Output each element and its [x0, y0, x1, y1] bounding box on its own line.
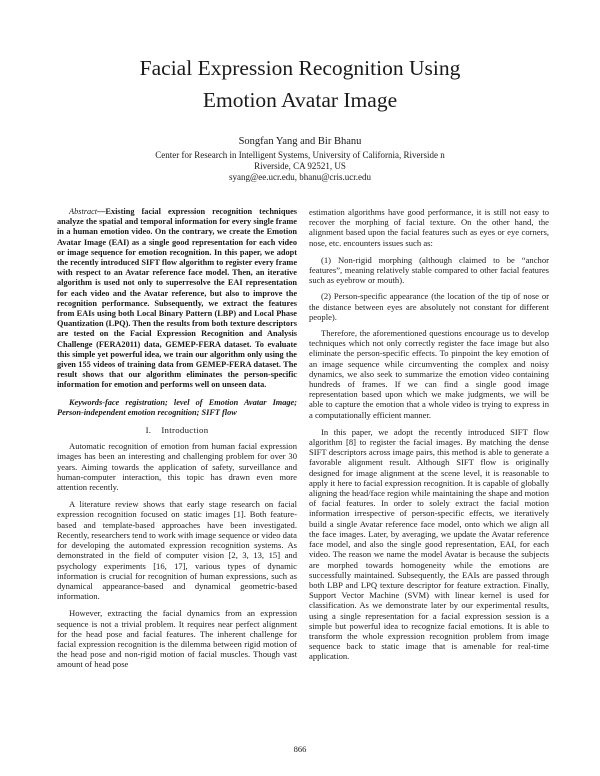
right-column — [309, 207, 549, 669]
affiliation — [0, 150, 600, 183]
paper-title — [0, 52, 600, 116]
affiliation-line-2: Riverside, CA 92521, US — [254, 161, 346, 171]
title-line-1: Facial Expression Recognition Using — [139, 56, 461, 80]
section-title: Introduction — [161, 425, 209, 436]
section-number: I. — [145, 425, 152, 436]
authors: Songfan Yang and Bir Bhanu — [238, 136, 362, 147]
page-number: 866 — [293, 744, 307, 754]
intro-paragraph-1: Automatic recognition of emotion from human facial expression images has been an interesting and challenging problem for over 30 years. Aiming towards the application of safety, surveillance and human-computer interaction, this topic has drawn even more attention recently. — [57, 441, 297, 493]
abstract-text: —Existing facial expression recognition techniques analyze the spatial and temporal information for every single frame in a human emotion video. On the contrary, we create the Emotion Avatar Image (EAI) as a single good representation for each video or image sequence for emotion recognition. In this paper, we adopt the recently introduced SIFT flow algorithm to register every frame with respect to an Avatar reference face model. Then, an iterative algorithm is used not only to superresolve the EAI representation for each video and the Avatar reference, but also to improve the recognition performance. Subsequently, we extract the features from EAIs using both Local Binary Pattern (LBP) and Local Phase Quantization (LPQ). Then the results from both texture descriptors are tested on the Facial Expression Recognition and Analysis Challenge (FERA2011) data, GEMEP-FERA dataset. To evaluate this simple yet powerful idea, we train our algorithm only using the given 155 videos of training data from GEMEP-FERA dataset. The result shows that our algorithm eliminates the person-specific information for emotion and performs well on unseen data. — [57, 207, 297, 390]
abstract-label: Abstract — [69, 207, 98, 216]
right-paragraph-continued: estimation algorithms have good performance, it is still not easy to recover the morphing of facial texture. On the other hand, the alignment based upon the facial features such as eyes or eye corners, nose, etc. encounters issues such as: — [309, 207, 549, 248]
abstract — [57, 207, 297, 391]
title-line-2: Emotion Avatar Image — [202, 88, 398, 112]
intro-paragraph-2: A literature review shows that early stage research on facial expression recognition focused on static images [1]. Both feature-based and template-based approaches have been investigated. Recently, researchers tend to work with image sequence or video data for developing the automated expression recognition systems. As demonstrated in the field of computer vision [2, 3, 13, 15] and psychology experiments [16, 17], various types of dynamic information is crucial for recognition of human expressions, such as dynamical appearance-based and dynamical geometric-based information. — [57, 499, 297, 602]
affiliation-emails: syang@ee.ucr.edu, bhanu@cris.ucr.edu — [228, 172, 372, 182]
keywords-label: Keywords- — [69, 397, 105, 407]
section-heading-introduction — [57, 425, 297, 435]
keywords-text: face registration; level of Emotion Avatar Image; Person-independent emotion recognition; SIFT flow — [57, 397, 297, 417]
issue-item-2: (2) Person-specific appearance (the location of the tip of nose or the distance between eyes are absolutely not constant for different people). — [309, 291, 549, 322]
keywords — [57, 398, 297, 418]
left-column — [57, 207, 297, 677]
right-paragraph-3: In this paper, we adopt the recently introduced SIFT flow algorithm [8] to register the facial images. By matching the dense SIFT descriptors across image pairs, this method is able to generate a favorable alignment result. Although SIFT flow is originally designed for image alignment at the scene level, it is reasonable to apply it here to facial expression recognition. It is capable of globally aligning the head/face region while maintaining the shape and motion of facial features. In order to solely extract the facial motion information irrespective of person-specific effects, we iteratively build a single Avatar reference face model, onto which we align all the face images. Later, by averaging, we update the Avatar reference face model, and also the single good representation, EAI, for each video. The reason we name the model Avatar is because the subjects are morphed towards homogeneity while the emotions are successfully maintained. Subsequently, the EAIs are passed through both LBP and LPQ texture descriptor for feature extraction. Finally, Support Vector Machine (SVM) with linear kernel is used for classification. As we demonstrate later by our experimental results, using a single representation for a facial expression session is a simple but powerful idea to recognize facial emotions. It is able to transform the whole expression recognition problem from image sequence back to static image that is amenable for real-time application. — [309, 426, 549, 662]
affiliation-line-1: Center for Research in Intelligent Systems, University of California, Riverside n — [155, 150, 445, 160]
right-paragraph-2: Therefore, the aforementioned questions encourage us to develop techniques which not only correctly register the face image but also eliminate the person-specific effects. To pinpoint the key emotion of an image sequence while circumventing the complex and noisy dynamics, we also seek to summarize the emotion video containing hundreds of frames. If we can find a single good image representation based upon which we make judgments, we will be able to capture the emotion that a whole video is trying to express in a computationally efficient manner. — [309, 328, 549, 420]
issue-item-1: (1) Non-rigid morphing (although claimed to be “anchor features”, meaning relatively stable compared to other facial features such as eyebrow or mouth). — [309, 254, 549, 286]
intro-paragraph-3: However, extracting the facial dynamics from an expression sequence is not a trivial problem. It requires near perfect alignment for the head pose and facial features. The inherent challenge for facial expression recognition is the dilemma between rigid motion of the head pose and non-rigid motion of facial muscles. Though vast amount of head pose — [57, 608, 297, 670]
